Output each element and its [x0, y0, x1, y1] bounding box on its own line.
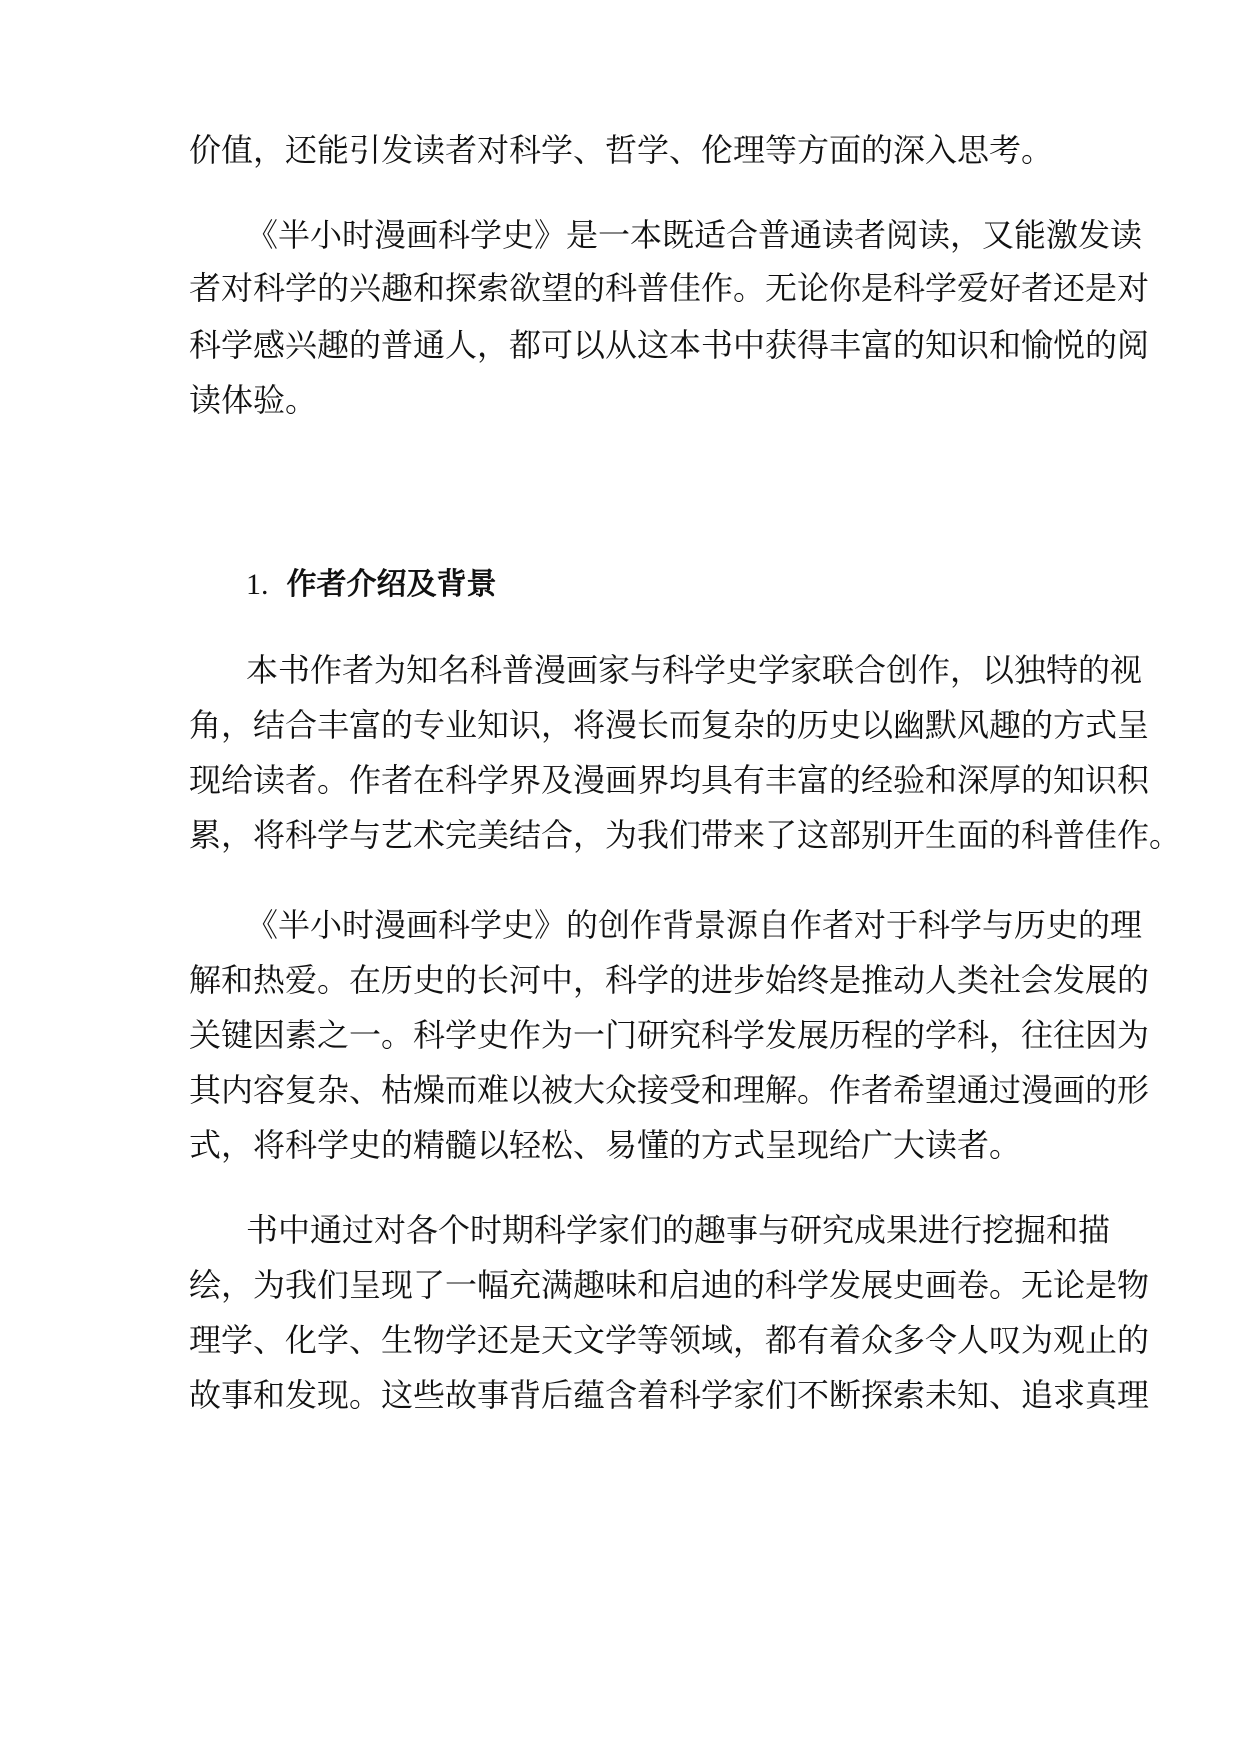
paragraph-2-line-3: 现给读者。作者在科学界及漫画界均具有丰富的经验和深厚的知识积	[189, 761, 1150, 799]
section-heading	[246, 565, 497, 605]
paragraph-3-line-1: 《半小时漫画科学史》的创作背景源自作者对于科学与历史的理	[246, 906, 1143, 944]
paragraph-1-line-3: 科学感兴趣的普通人，都可以从这本书中获得丰富的知识和愉悦的阅	[189, 326, 1150, 364]
section-number: 1.	[246, 568, 269, 601]
paragraph-3-line-5: 式，将科学史的精髓以轻松、易懂的方式呈现给广大读者。	[189, 1126, 1022, 1164]
paragraph-3-line-3: 关键因素之一。科学史作为一门研究科学发展历程的学科，往往因为	[189, 1016, 1150, 1054]
paragraph-2-line-4: 累，将科学与艺术完美结合，为我们带来了这部别开生面的科普佳作。	[189, 816, 1182, 854]
paragraph-2-line-1: 本书作者为知名科普漫画家与科学史学家联合创作，以独特的视	[246, 651, 1143, 689]
paragraph-3-line-2: 解和热爱。在历史的长河中，科学的进步始终是推动人类社会发展的	[189, 961, 1150, 999]
paragraph-4-line-3: 理学、化学、生物学还是天文学等领域，都有着众多令人叹为观止的	[189, 1321, 1150, 1359]
paragraph-1-line-4: 读体验。	[189, 381, 318, 419]
paragraph-4-line-2: 绘，为我们呈现了一幅充满趣味和启迪的科学发展史画卷。无论是物	[189, 1266, 1150, 1304]
paragraph-4-line-1: 书中通过对各个时期科学家们的趣事与研究成果进行挖掘和描	[246, 1211, 1111, 1249]
section-title: 作者介绍及背景	[286, 567, 497, 602]
paragraph-1-line-1: 《半小时漫画科学史》是一本既适合普通读者阅读，又能激发读	[246, 216, 1143, 254]
paragraph-3-line-4: 其内容复杂、枯燥而难以被大众接受和理解。作者希望通过漫画的形	[189, 1071, 1150, 1109]
paragraph-4-line-4: 故事和发现。这些故事背后蕴含着科学家们不断探索未知、追求真理	[189, 1376, 1150, 1414]
paragraph-0-line-1: 价值，还能引发读者对科学、哲学、伦理等方面的深入思考。	[189, 131, 1054, 169]
paragraph-2-line-2: 角，结合丰富的专业知识，将漫长而复杂的历史以幽默风趣的方式呈	[189, 706, 1150, 744]
paragraph-1-line-2: 者对科学的兴趣和探索欲望的科普佳作。无论你是科学爱好者还是对	[189, 269, 1150, 307]
